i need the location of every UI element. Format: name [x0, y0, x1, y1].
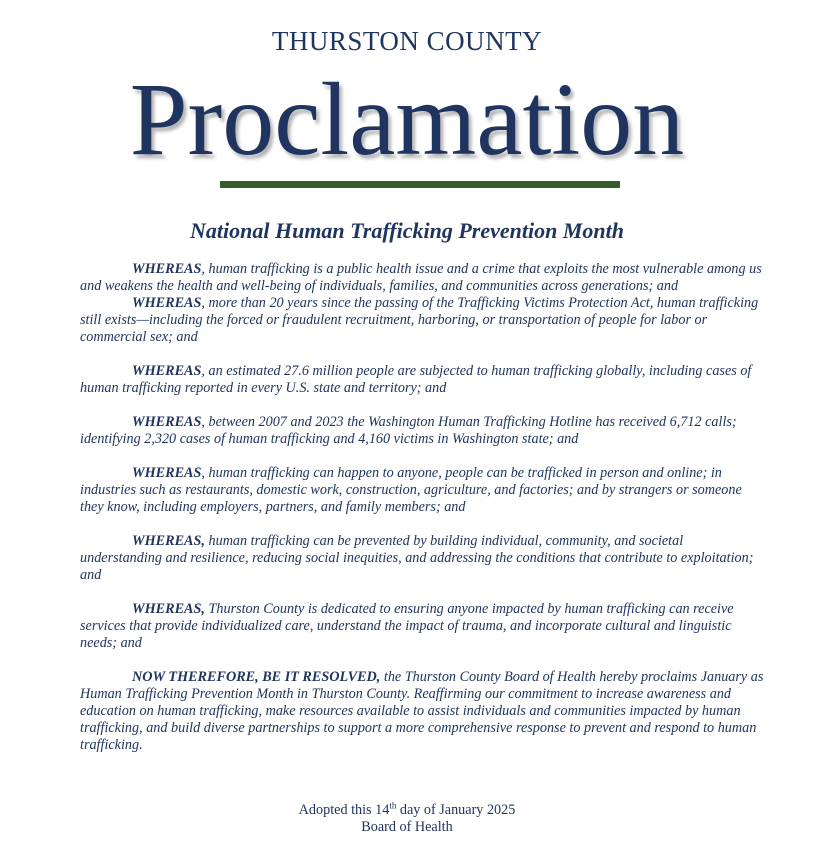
- paragraph-spacer: [80, 652, 768, 669]
- whereas-paragraph-6: [80, 533, 768, 584]
- whereas-text: human trafficking can be prevented by building individual, community, and societal understanding and resilience, reducing social inequities, and addressing the conditions that contribute to exploitation; and: [80, 533, 754, 583]
- proclamation-title: Proclamation: [129, 62, 685, 177]
- whereas-lead: WHEREAS: [132, 363, 202, 379]
- title-divider: [220, 181, 620, 188]
- whereas-lead: WHEREAS,: [132, 601, 205, 617]
- whereas-text: Thurston County is dedicated to ensuring anyone impacted by human trafficking can receive services that provide individualized care, understand the impact of trauma, and incorporate cultural and linguistic needs; and: [80, 601, 734, 651]
- paragraph-spacer: [80, 584, 768, 601]
- whereas-lead: WHEREAS: [132, 465, 202, 481]
- resolved-lead: NOW THEREFORE, BE IT RESOLVED,: [132, 669, 381, 685]
- resolved-paragraph: [80, 669, 768, 754]
- whereas-paragraph-3: [80, 363, 768, 397]
- paragraph-spacer: [80, 448, 768, 465]
- proclamation-body: [80, 261, 768, 754]
- whereas-paragraph-5: [80, 465, 768, 516]
- adoption-date-ordinal: th: [389, 800, 397, 811]
- adoption-date: [0, 802, 814, 819]
- whereas-text: , an estimated 27.6 million people are subjected to human trafficking globally, including cases of human trafficking reported in every U.S. state and territory; and: [80, 363, 752, 396]
- board-name: Board of Health: [361, 819, 453, 835]
- paragraph-spacer: [80, 397, 768, 414]
- whereas-lead: WHEREAS: [132, 295, 202, 311]
- adoption-date-prefix: Adopted this 14: [298, 802, 390, 818]
- whereas-paragraph-2: [80, 295, 768, 346]
- county-heading: THURSTON COUNTY: [271, 26, 543, 56]
- whereas-lead: WHEREAS: [132, 261, 202, 277]
- whereas-text: , human trafficking is a public health issue and a crime that exploits the most vulnerable among us and weakens the health and well-being of individuals, families, and communities across generations; and: [80, 261, 762, 294]
- whereas-text: , human trafficking can happen to anyone, people can be trafficked in person and online; in industries such as restaurants, domestic work, construction, agriculture, and factories; and by strangers or someone they know, including employers, partners, and family members; and: [80, 465, 742, 515]
- whereas-paragraph-1: [80, 261, 768, 295]
- paragraph-spacer: [80, 516, 768, 533]
- resolved-text: the Thurston County Board of Health hereby proclaims January as Human Trafficking Prevention Month in Thurston County. Reaffirming our commitment to increase awareness and education on human trafficking, make resources available to assist individuals and communities impacted by human trafficking, and build diverse partnerships to support a more comprehensive response to prevent and respond to human trafficking.: [80, 669, 764, 753]
- whereas-text: , more than 20 years since the passing of the Trafficking Victims Protection Act, human trafficking still exists—including the forced or fraudulent recruitment, harboring, or transportation of people for labor or commercial sex; and: [80, 295, 759, 345]
- whereas-lead: WHEREAS: [132, 414, 202, 430]
- adoption-footer: [0, 802, 814, 836]
- whereas-paragraph-4: [80, 414, 768, 448]
- whereas-lead: WHEREAS,: [132, 533, 205, 549]
- paragraph-spacer: [80, 346, 768, 363]
- proclamation-subtitle: National Human Trafficking Prevention Month: [190, 218, 624, 243]
- whereas-paragraph-7: [80, 601, 768, 652]
- adoption-date-suffix: day of January 2025: [396, 802, 516, 818]
- whereas-text: , between 2007 and 2023 the Washington Human Trafficking Hotline has received 6,712 calls; identifying 2,320 cases of human trafficking and 4,160 victims in Washington state; and: [80, 414, 737, 447]
